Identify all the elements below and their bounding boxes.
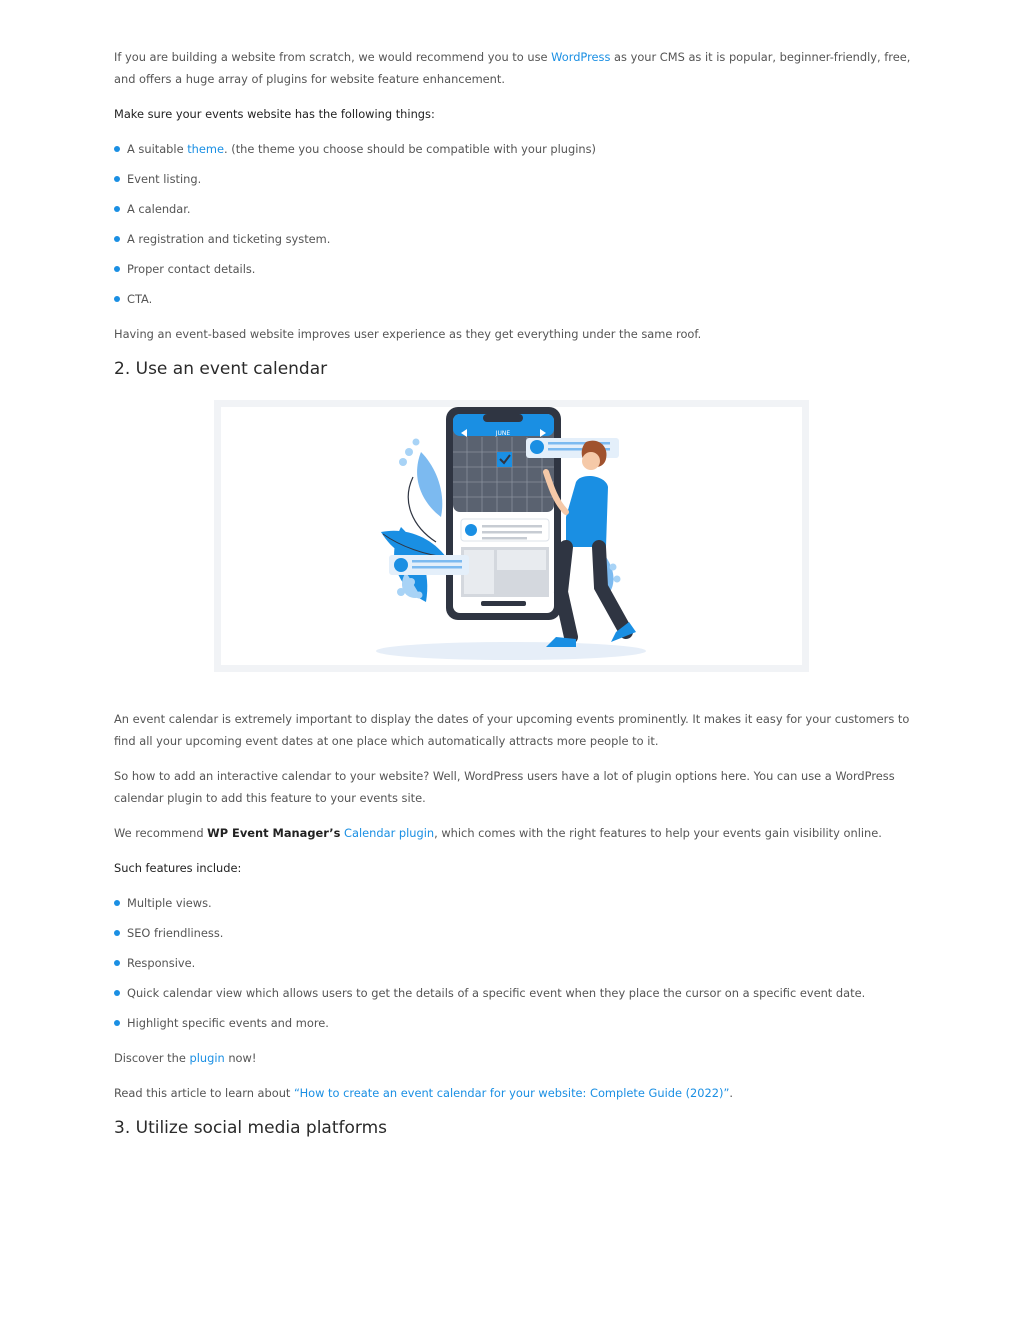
list-item-text: A registration and ticketing system. xyxy=(127,232,331,246)
calendar-month-label: JUNE xyxy=(495,430,511,437)
calendar-plugin-link[interactable]: Calendar plugin xyxy=(344,826,435,840)
intro-text-2: as your CMS as it is popular, beginner-friendly, free, and offers a huge array of plugins for website feature enhancement. xyxy=(114,50,911,86)
wordpress-link[interactable]: WordPress xyxy=(551,50,611,64)
tooltip-card-left xyxy=(389,555,469,575)
plugin-link[interactable]: plugin xyxy=(189,1051,225,1065)
list-item-text: Quick calendar view which allows users to get the details of a specific event when they place the cursor on a specific event date. xyxy=(127,986,866,1000)
discover-paragraph xyxy=(114,1047,914,1069)
event-calendar-illustration xyxy=(214,400,809,672)
bullet-icon xyxy=(114,266,120,272)
read-article-paragraph xyxy=(114,1082,914,1104)
discover-text: now! xyxy=(224,1051,257,1065)
guide-article-link[interactable]: “How to create an event calendar for your website: Complete Guide (2022)” xyxy=(294,1086,730,1100)
theme-link[interactable]: theme xyxy=(187,142,225,156)
recommendation-text: , which comes with the right features to help your events gain visibility online. xyxy=(434,826,882,840)
calendar-phone-illustration xyxy=(221,407,802,665)
section-3-heading: 3. Utilize social media platforms xyxy=(114,1118,388,1138)
list-item xyxy=(114,168,914,190)
bullet-icon xyxy=(114,176,120,182)
list-item-text: Highlight specific events and more. xyxy=(127,1016,329,1030)
brand-name: WP Event Manager’s xyxy=(207,826,341,840)
list-item xyxy=(114,138,914,160)
list-item xyxy=(114,228,914,250)
intro-paragraph xyxy=(114,46,914,90)
ground-shadow xyxy=(376,642,646,660)
selected-date-cell xyxy=(497,452,512,467)
calendar-howto-paragraph: So how to add an interactive calendar to your website? Well, WordPress users have a lot of plugin options here. You can use a WordPress calendar plugin to add this feature to your events site. xyxy=(114,769,895,805)
bullet-icon xyxy=(114,990,120,996)
calendar-importance-paragraph: An event calendar is extremely important to display the dates of your upcoming events prominently. It makes it easy for your customers to find all your upcoming event dates at one place which automatically attracts more people to it. xyxy=(114,712,910,748)
list-item xyxy=(114,288,914,310)
features-list xyxy=(114,892,914,1034)
list-item xyxy=(114,952,914,974)
list-item-text: SEO friendliness. xyxy=(127,926,224,940)
list-item-text: Proper contact details. xyxy=(127,262,256,276)
bullet-icon xyxy=(114,930,120,936)
recommendation-text: We recommend xyxy=(114,826,208,840)
list-item xyxy=(114,1012,914,1034)
list-item-text: . (the theme you choose should be compatible with your plugins) xyxy=(224,142,597,156)
section-2-heading: 2. Use an event calendar xyxy=(114,359,328,379)
summary-paragraph: Having an event-based website improves user experience as they get everything under the same roof. xyxy=(114,327,702,341)
recommendation-paragraph xyxy=(114,822,914,844)
list-item xyxy=(114,198,914,220)
article-body xyxy=(114,46,914,1157)
read-text: Read this article to learn about xyxy=(114,1086,295,1100)
discover-text: Discover the xyxy=(114,1051,190,1065)
bullet-icon xyxy=(114,206,120,212)
list-item-text: Event listing. xyxy=(127,172,202,186)
read-text: . xyxy=(729,1086,733,1100)
bullet-icon xyxy=(114,900,120,906)
list-item xyxy=(114,922,914,944)
checklist-heading: Make sure your events website has the following things: xyxy=(114,107,435,121)
list-item-text: Responsive. xyxy=(127,956,196,970)
features-heading: Such features include: xyxy=(114,861,242,875)
list-item-text: A suitable xyxy=(127,142,188,156)
bullet-icon xyxy=(114,236,120,242)
bullet-icon xyxy=(114,146,120,152)
leaves-left-icon xyxy=(381,439,446,603)
list-item-text: Multiple views. xyxy=(127,896,212,910)
list-item xyxy=(114,892,914,914)
list-item-text: A calendar. xyxy=(127,202,191,216)
checklist-list xyxy=(114,138,914,310)
bullet-icon xyxy=(114,296,120,302)
list-item xyxy=(114,982,914,1004)
intro-text-1: If you are building a website from scratch, we would recommend you to use xyxy=(114,50,552,64)
bullet-icon xyxy=(114,960,120,966)
list-item xyxy=(114,258,914,280)
bullet-icon xyxy=(114,1020,120,1026)
list-item-text: CTA. xyxy=(127,292,153,306)
